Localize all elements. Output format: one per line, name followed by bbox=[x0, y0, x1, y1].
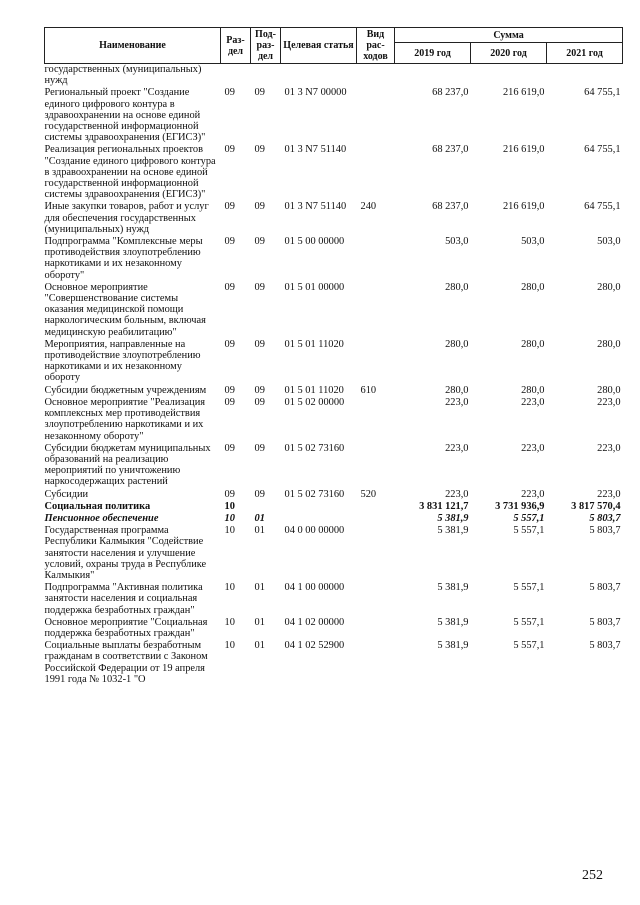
row-podrazdel bbox=[251, 64, 281, 88]
row-podrazdel: 09 bbox=[254, 488, 265, 500]
row-sum-2019: 68 237,0 bbox=[432, 201, 469, 213]
row-name: Иные закупки товаров, работ и услуг для обеспечения государственных (муниципальных) нужд bbox=[44, 201, 209, 235]
header-celevaya-statya: Целевая статья bbox=[281, 28, 357, 64]
row-razdel: 09 bbox=[224, 338, 235, 350]
row-razdel bbox=[221, 64, 251, 88]
row-podrazdel: 09 bbox=[254, 87, 265, 99]
row-podrazdel: 09 bbox=[254, 442, 265, 454]
table-row bbox=[45, 87, 623, 144]
row-podrazdel: 01 bbox=[254, 616, 265, 628]
row-podrazdel: 09 bbox=[254, 338, 265, 350]
row-sum-2019: 223,0 bbox=[445, 488, 469, 500]
row-name: государственных (муниципальных) нужд bbox=[44, 64, 202, 87]
row-sum-2021: 280,0 bbox=[597, 384, 621, 396]
row-vid-rashodov bbox=[357, 582, 395, 617]
table-row bbox=[45, 339, 623, 385]
table-row bbox=[45, 282, 623, 339]
row-sum-2021: 5 803,7 bbox=[589, 512, 621, 524]
row-podrazdel: 09 bbox=[254, 281, 265, 293]
row-podrazdel: 01 bbox=[254, 582, 265, 594]
row-podrazdel: 09 bbox=[254, 384, 265, 396]
row-vid-rashodov bbox=[357, 64, 395, 88]
row-vid-rashodov: 610 bbox=[360, 384, 377, 396]
row-sum-2021: 64 755,1 bbox=[584, 144, 621, 156]
row-vid-rashodov bbox=[357, 501, 395, 513]
row-podrazdel: 01 bbox=[254, 512, 265, 524]
row-celevaya-statya: 01 3 N7 00000 bbox=[284, 87, 347, 99]
row-razdel: 09 bbox=[224, 442, 235, 454]
row-sum-2019: 503,0 bbox=[445, 236, 469, 248]
row-sum-2019: 5 381,9 bbox=[437, 640, 469, 652]
table-header bbox=[45, 28, 623, 64]
row-razdel: 10 bbox=[224, 512, 235, 524]
row-celevaya-statya bbox=[281, 64, 357, 88]
row-vid-rashodov bbox=[357, 339, 395, 385]
row-vid-rashodov bbox=[357, 282, 395, 339]
row-sum-2020: 216 619,0 bbox=[502, 87, 545, 99]
table-row bbox=[45, 640, 623, 686]
table-row bbox=[45, 617, 623, 640]
row-vid-rashodov bbox=[357, 640, 395, 686]
table-body bbox=[45, 64, 623, 686]
row-vid-rashodov bbox=[357, 443, 395, 489]
row-vid-rashodov: 520 bbox=[360, 488, 377, 500]
table-row bbox=[45, 501, 623, 513]
row-sum-2021: 280,0 bbox=[597, 281, 621, 293]
row-sum-2020 bbox=[471, 64, 547, 88]
row-razdel: 09 bbox=[224, 144, 235, 156]
row-name: Мероприятия, направленные на противодействие злоупотреблению наркотиками и их незаконному обороту bbox=[44, 338, 201, 384]
row-celevaya-statya: 01 3 N7 51140 bbox=[284, 201, 347, 213]
row-sum-2020: 5 557,1 bbox=[513, 525, 545, 537]
header-vid-rashodov: Вид рас- ходов bbox=[357, 28, 395, 64]
header-podrazdel: Под- раз- дел bbox=[251, 28, 281, 64]
row-sum-2019: 223,0 bbox=[445, 396, 469, 408]
row-name: Подпрограмма "Активная политика занятости населения и социальная поддержка безработных граждан" bbox=[44, 582, 203, 616]
row-name: Государственная программа Республики Калмыкия "Содействие занятости населения и улучшение условий, охраны труда в Республике Калмыкия" bbox=[44, 525, 207, 581]
row-sum-2020: 223,0 bbox=[521, 488, 545, 500]
row-podrazdel: 09 bbox=[254, 236, 265, 248]
row-sum-2019: 68 237,0 bbox=[432, 87, 469, 99]
row-name: Реализация региональных проектов "Создание единого цифрового контура в здравоохранении на основе единой государственной информационной системы здравоохранения (ЕГИСЗ)" bbox=[44, 144, 216, 201]
row-sum-2020: 223,0 bbox=[521, 396, 545, 408]
row-celevaya-statya: 01 5 00 00000 bbox=[284, 236, 345, 248]
row-sum-2020: 216 619,0 bbox=[502, 144, 545, 156]
row-sum-2020: 280,0 bbox=[521, 281, 545, 293]
budget-table bbox=[44, 27, 623, 686]
row-sum-2020: 280,0 bbox=[521, 384, 545, 396]
row-sum-2021: 280,0 bbox=[597, 338, 621, 350]
row-podrazdel: 01 bbox=[254, 640, 265, 652]
row-sum-2021 bbox=[547, 64, 623, 88]
row-podrazdel: 09 bbox=[254, 144, 265, 156]
row-vid-rashodov bbox=[357, 525, 395, 582]
row-sum-2020: 223,0 bbox=[521, 442, 545, 454]
table-row bbox=[45, 513, 623, 525]
row-sum-2021: 5 803,7 bbox=[589, 616, 621, 628]
row-podrazdel bbox=[251, 501, 281, 513]
row-sum-2019: 280,0 bbox=[445, 338, 469, 350]
row-sum-2019: 5 381,9 bbox=[437, 616, 469, 628]
row-celevaya-statya: 04 0 00 00000 bbox=[284, 525, 345, 537]
row-sum-2021: 5 803,7 bbox=[589, 582, 621, 594]
row-celevaya-statya: 04 1 02 52900 bbox=[284, 640, 345, 652]
row-celevaya-statya: 01 5 02 73160 bbox=[284, 488, 345, 500]
row-celevaya-statya: 01 5 01 11020 bbox=[284, 384, 344, 396]
table-row bbox=[45, 385, 623, 397]
row-sum-2021: 223,0 bbox=[597, 442, 621, 454]
row-name: Основное мероприятие "Реализация комплексных мер противодействия злоупотреблению наркотиками и их незаконному обороту" bbox=[44, 396, 206, 442]
table-row bbox=[45, 582, 623, 617]
table-row bbox=[45, 144, 623, 201]
header-summa: Сумма bbox=[395, 28, 623, 43]
row-razdel: 09 bbox=[224, 281, 235, 293]
row-vid-rashodov: 240 bbox=[360, 201, 377, 213]
row-name: Социальная политика bbox=[44, 500, 151, 512]
row-sum-2020: 3 731 936,9 bbox=[495, 500, 545, 512]
row-razdel: 10 bbox=[224, 500, 235, 512]
row-razdel: 09 bbox=[224, 201, 235, 213]
row-razdel: 09 bbox=[224, 236, 235, 248]
row-sum-2020: 5 557,1 bbox=[513, 582, 545, 594]
row-sum-2020: 5 557,1 bbox=[513, 640, 545, 652]
row-sum-2021: 5 803,7 bbox=[589, 525, 621, 537]
row-name: Пенсионное обеспечение bbox=[44, 512, 159, 524]
table-row bbox=[45, 397, 623, 443]
table-row bbox=[45, 489, 623, 501]
row-sum-2021: 503,0 bbox=[597, 236, 621, 248]
row-sum-2021: 5 803,7 bbox=[589, 640, 621, 652]
row-sum-2019: 223,0 bbox=[445, 442, 469, 454]
row-vid-rashodov bbox=[357, 236, 395, 282]
row-sum-2020: 503,0 bbox=[521, 236, 545, 248]
header-razdel: Раз- дел bbox=[221, 28, 251, 64]
row-sum-2019: 68 237,0 bbox=[432, 144, 469, 156]
page-number: 252 bbox=[582, 868, 603, 883]
row-celevaya-statya: 01 5 01 00000 bbox=[284, 281, 345, 293]
row-sum-2020: 5 557,1 bbox=[513, 512, 545, 524]
table-row bbox=[45, 525, 623, 582]
header-year-2020: 2020 год bbox=[471, 43, 547, 64]
row-celevaya-statya: 01 5 01 11020 bbox=[284, 338, 344, 350]
row-razdel: 09 bbox=[224, 488, 235, 500]
row-razdel: 10 bbox=[224, 640, 235, 652]
row-sum-2019: 5 381,9 bbox=[437, 582, 469, 594]
row-vid-rashodov bbox=[357, 144, 395, 201]
row-sum-2019: 280,0 bbox=[445, 281, 469, 293]
row-celevaya-statya: 01 5 02 00000 bbox=[284, 396, 345, 408]
row-vid-rashodov bbox=[357, 87, 395, 144]
row-sum-2020: 5 557,1 bbox=[513, 616, 545, 628]
row-name: Субсидии бюджетным учреждениям bbox=[44, 384, 207, 396]
row-razdel: 10 bbox=[224, 582, 235, 594]
row-razdel: 09 bbox=[224, 87, 235, 99]
row-vid-rashodov bbox=[357, 397, 395, 443]
row-sum-2021: 64 755,1 bbox=[584, 201, 621, 213]
row-sum-2020: 280,0 bbox=[521, 338, 545, 350]
row-sum-2019: 5 381,9 bbox=[437, 525, 469, 537]
table-row bbox=[45, 236, 623, 282]
row-celevaya-statya bbox=[281, 501, 357, 513]
row-sum-2019 bbox=[395, 64, 471, 88]
row-name: Основное мероприятие "Социальная поддержка безработных граждан" bbox=[44, 616, 208, 639]
row-celevaya-statya: 04 1 02 00000 bbox=[284, 616, 345, 628]
row-razdel: 09 bbox=[224, 396, 235, 408]
row-celevaya-statya: 04 1 00 00000 bbox=[284, 582, 345, 594]
row-name: Основное мероприятие "Совершенствование системы оказания медицинской помощи наркологическим больным, включая медицинскую реабилитацию" bbox=[44, 281, 206, 338]
row-sum-2019: 5 381,9 bbox=[437, 512, 469, 524]
row-razdel: 10 bbox=[224, 616, 235, 628]
table-row bbox=[45, 64, 623, 88]
row-celevaya-statya bbox=[281, 513, 357, 525]
row-podrazdel: 09 bbox=[254, 396, 265, 408]
row-sum-2021: 64 755,1 bbox=[584, 87, 621, 99]
row-vid-rashodov bbox=[357, 617, 395, 640]
row-sum-2021: 3 817 570,4 bbox=[571, 500, 621, 512]
row-celevaya-statya: 01 5 02 73160 bbox=[284, 442, 345, 454]
row-sum-2019: 280,0 bbox=[445, 384, 469, 396]
row-podrazdel: 01 bbox=[254, 525, 265, 537]
row-sum-2021: 223,0 bbox=[597, 488, 621, 500]
row-sum-2020: 216 619,0 bbox=[502, 201, 545, 213]
row-name: Субсидии бюджетам муниципальных образований на реализацию мероприятий по уничтожению наркосодержащих растений bbox=[44, 442, 211, 488]
row-name: Подпрограмма "Комплексные меры противодействия злоупотреблению наркотиками и их незаконному обороту" bbox=[44, 236, 203, 281]
row-name: Субсидии bbox=[44, 488, 89, 500]
row-podrazdel: 09 bbox=[254, 201, 265, 213]
row-sum-2019: 3 831 121,7 bbox=[419, 500, 469, 512]
header-name: Наименование bbox=[45, 28, 221, 64]
row-celevaya-statya: 01 3 N7 51140 bbox=[284, 144, 347, 156]
table-row bbox=[45, 201, 623, 236]
row-sum-2021: 223,0 bbox=[597, 396, 621, 408]
row-razdel: 09 bbox=[224, 384, 235, 396]
header-year-2019: 2019 год bbox=[395, 43, 471, 64]
row-name: Региональный проект "Создание единого цифрового контура в здравоохранении на основе единой государственной информационной системы здравоохранения (ЕГИСЗ)" bbox=[44, 87, 206, 144]
header-year-2021: 2021 год bbox=[547, 43, 623, 64]
table-row bbox=[45, 443, 623, 489]
row-vid-rashodov bbox=[357, 513, 395, 525]
row-name: Социальные выплаты безработным гражданам в соответствии с Законом Российской Федерации от 19 апреля 1991 года № 1032-1 "О bbox=[44, 640, 208, 685]
row-razdel: 10 bbox=[224, 525, 235, 537]
